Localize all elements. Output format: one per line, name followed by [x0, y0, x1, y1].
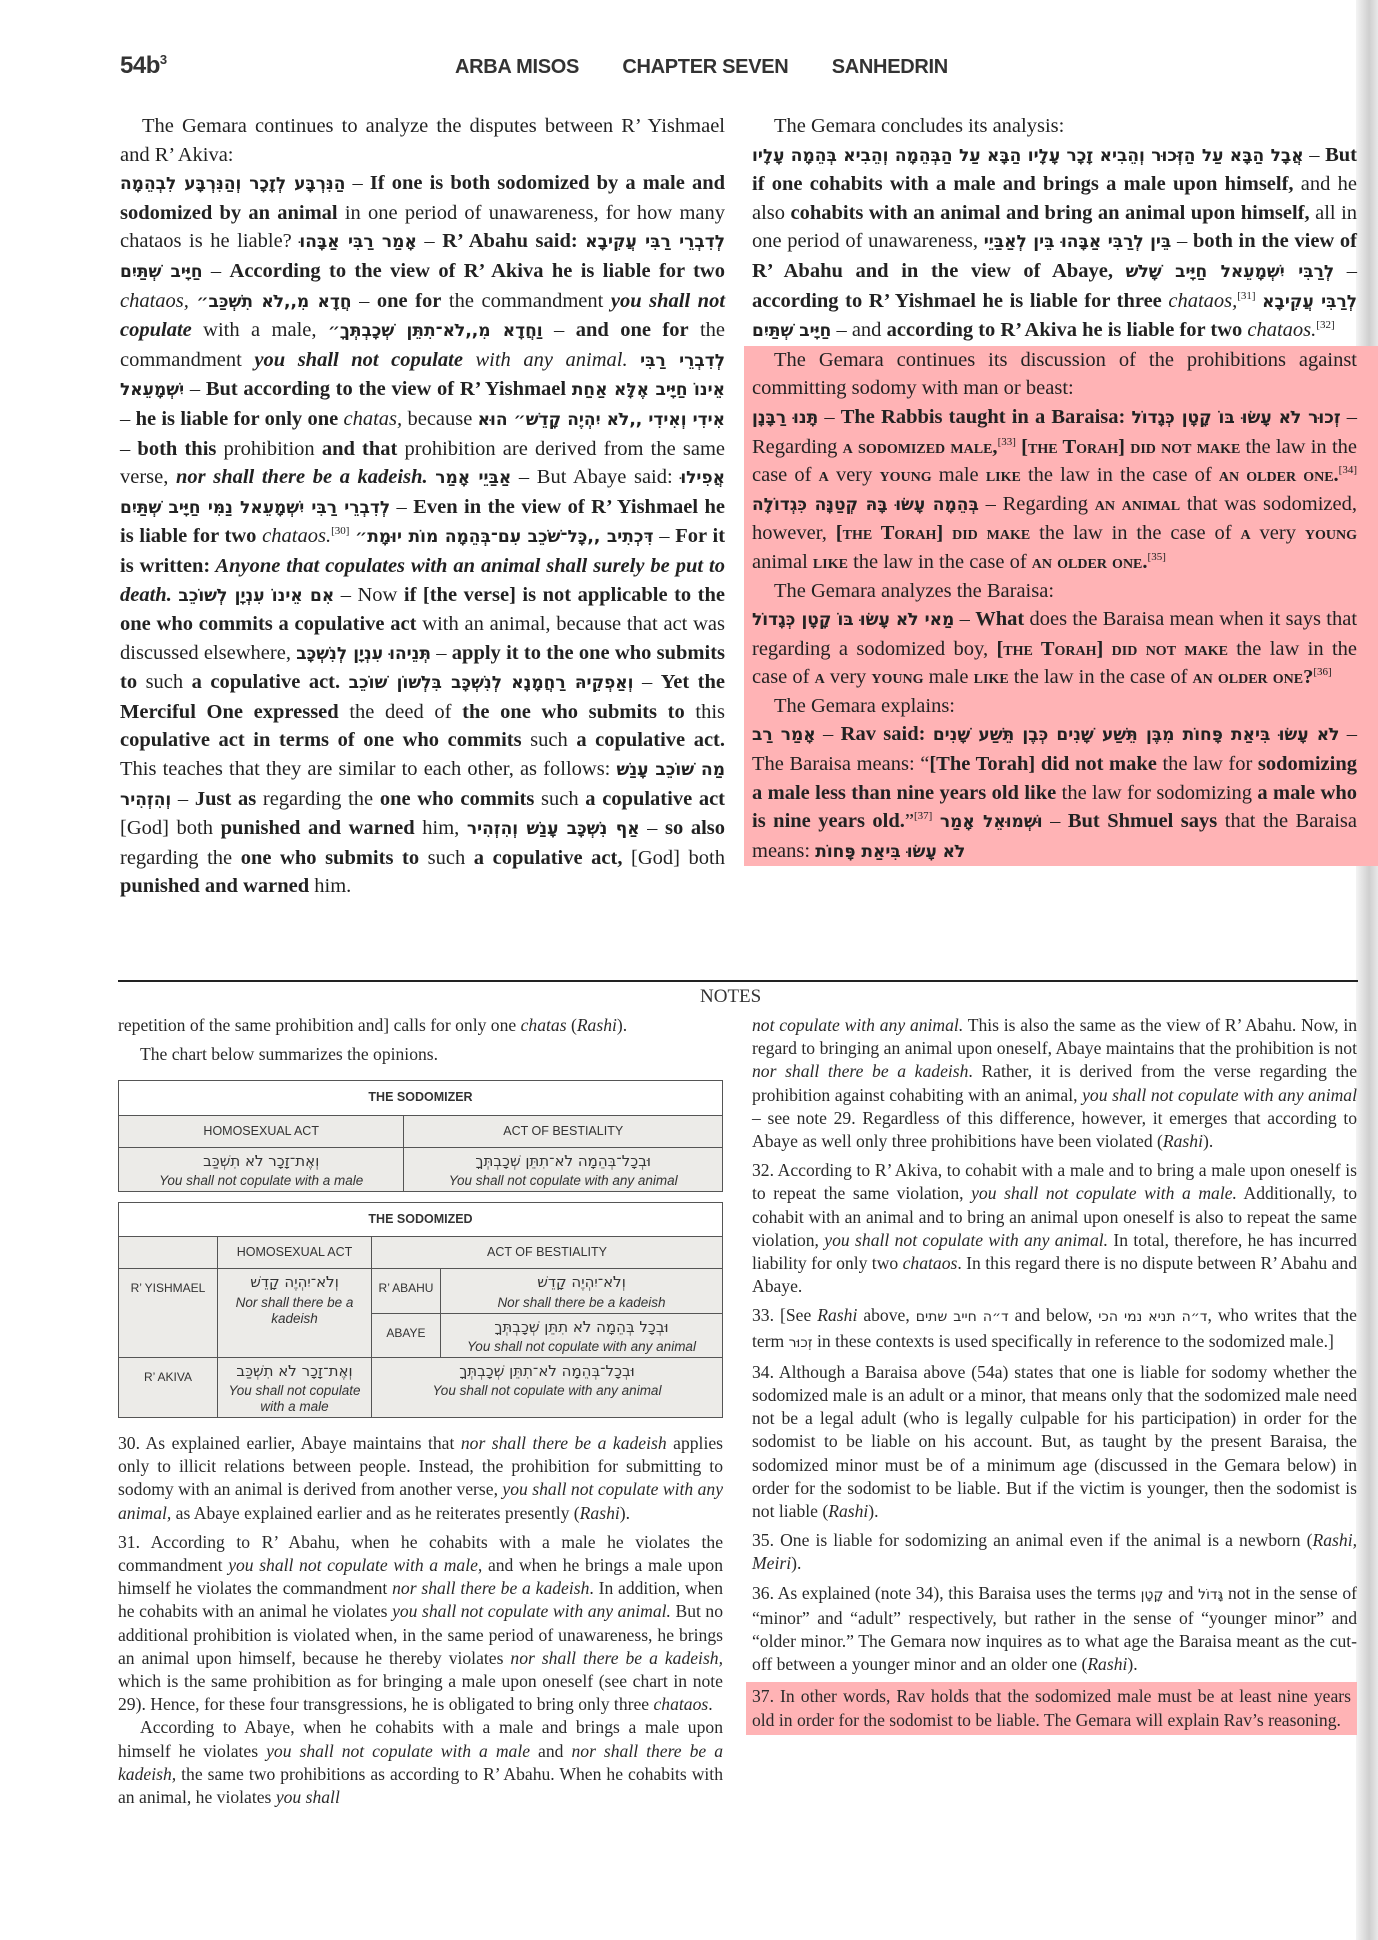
chart-cell: וְלֹא־יִהְיֶה קָדֵשׁ Nor shall there be a kadeish	[218, 1269, 372, 1357]
footnote-ref[interactable]: [34]	[1338, 464, 1357, 477]
chart-header	[119, 1237, 218, 1269]
chart-row-label: R’ YISHMAEL	[119, 1269, 218, 1357]
footnote-ref[interactable]: [37]	[914, 810, 933, 823]
running-head	[455, 56, 986, 79]
note-36: 36. As explained (note 34), this Baraisa uses the terms קָטָן and גָּדוֹל not in the sense of “minor” and “adult” respectively, but rather in the sense of “younger minor” and “older minor.” The Gemara now inquires as to what age the Baraisa meant as the cut-off between a younger minor and an older one (Rashi).	[752, 1582, 1358, 1675]
footnote-ref[interactable]: [31]	[1237, 289, 1256, 302]
note-30: 30. As explained earlier, Abaye maintains that nor shall there be a kadeish applies only to illicit relations between people. Instead, the prohibition for submitting to sodomy with an animal is derived from another verse, you shall not copulate with any animal, as Abaye explained earlier and as he reiterates presently (Rashi).	[118, 1433, 723, 1523]
note-31-abaye: According to Abaye, when he cohabits with a male and brings a male upon himself he violates you shall not copulate with a male and nor shall there be a kadeish, the same two prohibitions as according to R’ Abahu. When he cohabits with an animal, he violates you shall	[118, 1717, 724, 1808]
chart-sub-label: ABAYE	[372, 1313, 441, 1357]
baraisa-text: תָּנוּ רַבָּנָן – The Rabbis taught in a Baraisa: זְכוּר לֹא עָשׂוּ בּוֹ קָטָן כְּגָדוֹל – Regarding a sodomized male,[33] [the Torah] did not make the law in the case of a very young male like the law in the case of an older one.[34] בְּהֵמָה עָשׂוּ בָּהּ קְטַנָּה כִּגְדוֹלָה – Regarding an animal that was sodomized, however, [the Torah] did make the law in the case of a very young animal like the law in the case of an older one.[35]	[752, 405, 1358, 573]
note-37-highlighted: 37. In other words, Rav holds that the sodomized male must be at least nine years old in order for the sodomist to be liable. The Gemara will explain Rav’s reasoning.	[746, 1682, 1357, 1734]
explains-heading: The Gemara explains:	[774, 694, 956, 717]
chart-intro: The chart below summarizes the opinions.	[140, 1044, 439, 1065]
folio-number: $54b^3$	[120, 52, 167, 79]
rav-shmuel-text: אָמַר רַב – Rav said: לֹא עָשׂוּ בִּיאַת פָּחוֹת מִבֶּן תֵּשַׁע שָׁנִים כְּבֶן תֵּשַׁע שָׁנִים – The Baraisa means: “[The Torah] did not make the law for sodomizing a male less than nine years old like the law for sodomizing a male who is nine years old.”[37] וּשְׁמוּאֵל אָמַר – But Shmuel says that the Baraisa means: לֹא עָשׂוּ בִּיאַת פָּחוֹת	[752, 723, 1358, 862]
note-35: 35. One is liable for sodomizing an animal even if the animal is a newborn (Rashi, Meiri).	[752, 1530, 1357, 1574]
note-31-abaye-continuation: not copulate with any animal. This is also the same as the view of R’ Abahu. Now, in regard to bringing an animal upon oneself, Abaye maintains that the prohibition is not nor shall there be a kadeish. Rather, it is derived from the verse regarding the prohibition against cohabiting with an animal, you shall not copulate with any animal – see note 29. Regardless of this difference, however, it emerges that according to Abaye as well only three prohibitions have been violated (Rashi).	[752, 1015, 1358, 1152]
chart-header: HOMOSEXUAL ACT	[119, 1115, 404, 1147]
section-intro: The Gemara continues to analyze the disputes between R’ Yishmael and R’ Akiva:	[120, 115, 725, 166]
chart-cell: וְאֶת־זָכָר לֹא תִשְׁכַּב You shall not copulate with a male	[119, 1147, 404, 1191]
footnote-ref[interactable]: [35]	[1147, 551, 1166, 564]
chart-title: THE SODOMIZED	[119, 1203, 723, 1237]
chart-header: HOMOSEXUAL ACT	[218, 1237, 372, 1269]
note-31: 31. According to R’ Abahu, when he cohabits with a male he violates the commandment you shall not copulate with a male, and when he brings a male upon himself he violates the commandment nor shall there be a kadeish. In addition, when he cohabits with an animal he violates you shall not copulate with any animal. But no additional prohibition is violated when, in the same period of unawareness, he brings an animal upon himself, because he thereby violates nor shall there be a kadeish, which is the same prohibition as for bringing a male upon oneself (see chart in note 29). Hence, for these four transgressions, he is obligated to bring only three chataos.	[118, 1531, 723, 1715]
gemara-text-left: הַנִּרְבָּע לְזָכָר וְהַנִּרְבָּע לִבְהֵמָה – If one is both sodomized by a male and sodomized by an animal in one period of unawareness, for how many chataos is he liable? אָמַר רַבִּי אַבָּהוּ – R’ Abahu said: לְדִבְרֵי רַבִּי עֲקִיבָא חַיָּיב שְׁתַּיִם – According to the view of R’ Akiva he is liable for two chataos, חֲדָא מִ,,לֹא תִשְׁכַּב״ – one for the commandment you shall not copulate with a male, וַחֲדָא מִ,,לֹא־תִתֵּן שְׁכָבְתְּךָ״ – and one for the commandment you shall not copulate with any animal. לְדִבְרֵי רַבִּי יִשְׁמָעֵאל – But according to the view of R’ Yishmael אֵינוֹ חַיָּיב אֶלָּא אַחַת – he is liable for only one chatas, because אִידִי וְאִידִי ,,לֹא יִהְיֶה קָדֵשׁ״ הוּא – both this prohibition and that prohibition are derived from the same verse, nor shall there be a kadeish. אַבַּיֵי אָמַר – But Abaye said: אֲפִילוּ לְדִבְרֵי רַבִּי יִשְׁמָעֵאל נַמִּי חַיָּיב שְׁתַּיִם – Even in the view of R’ Yishmael he is liable for two chataos.[30] דִּכְתִיב ,,כָּל־שֹׁכֵב עִם־בְּהֵמָה מוֹת יוּמָת״ – For it is written: Anyone that copulates with an animal shall surely be put to death. אִם אֵינוֹ עִנְיָן לְשׁוֹכֵב – Now if [the verse] is not applicable to the one who commits a copulative act with an animal, because that act was discussed elsewhere, תְּנֵיהוּ עִנְיָן לְנִשְׁכָּב – apply it to the one who submits to such a copulative act. וְאַפְקֵיהּ רַחֲמָנָא לְנִשְׁכָּב בִּלְשׁוֹן שׁוֹכֵב – Yet the Merciful One expressed the deed of the one who submits to this copulative act in terms of one who commits such a copulative act. This teaches that they are similar to each other, as follows: מַה שׁוֹכֵב עָנַשׁ וְהִזְהִיר – Just as regarding the one who commits such a copulative act [God] both punished and warned him, אַף נִשְׁכָּב עָנַשׁ וְהִזְהִיר – so also regarding the one who submits to such a copulative act, [God] both punished and warned him.	[120, 172, 726, 898]
notes-right-column	[752, 1014, 1357, 1741]
footnote-ref[interactable]: [36]	[1313, 666, 1332, 679]
notes-left-column	[118, 1014, 723, 1815]
notes-title: NOTES	[700, 986, 762, 1007]
highlight-intro: The Gemara continues its discussion of the prohibitions against committing sodomy with man or beast:	[752, 348, 1357, 400]
chart-cell: וְאֶת־זָכָר לֹא תִשְׁכַּב You shall not copulate with a male	[218, 1357, 372, 1417]
notes-divider	[118, 980, 1358, 982]
sodomizer-chart	[118, 1080, 723, 1192]
analyze-heading: The Gemara analyzes the Baraisa:	[774, 579, 1055, 602]
highlighted-passage	[744, 346, 1378, 867]
tractate-name: SANHEDRIN	[831, 56, 948, 78]
chart-header: ACT OF BESTIALITY	[404, 1115, 723, 1147]
note-29-continuation: repetition of the same prohibition and] calls for only one chatas (Rashi).	[118, 1015, 628, 1035]
chart-cell: וּבְכָל־בְּהֵמָה לֹא־תִתֵּן שְׁכָבְתְּךָ You shall not copulate with any animal	[372, 1357, 723, 1417]
note-32: 32. According to R’ Akiva, to cohabit with a male and to bring a male upon oneself is to repeat the same violation, you shall not copulate with a male. Additionally, to cohabit with an animal and to bring an animal upon oneself is also to repeat the same violation, you shall not copulate with any animal. In total, therefore, he has incurred liability for only two chataos. In this regard there is no dispute between R’ Abahu and Abaye.	[752, 1160, 1357, 1297]
chart-cell: וְלֹא־יִהְיֶה קָדֵשׁ Nor shall there be a kadeish	[441, 1269, 723, 1313]
analysis-question: מַאי לֹא עָשׂוּ בּוֹ קָטָן כְּגָדוֹל – What does the Baraisa mean when it says that regarding a sodomized boy, [the Torah] did not make the law in the case of a very young male like the law in the case of an older one?[36]	[752, 608, 1358, 689]
note-34: 34. Although a Baraisa above (54a) states that one is liable for sodomy whether the sodomized male is an adult or a minor, that means only that the sodomized male need not be a legal adult (who is legally culpable for his participation) in order for the sodomist to be liable on his account. But, as taught by the present Baraisa, the sodomized minor must be of a minimum age (discussed in the Gemara below) in order for the sodomist to be liable. But if the victim is younger, then the sodomist is not liable (Rashi).	[752, 1361, 1357, 1522]
main-text-right-column	[752, 112, 1357, 866]
conclusion-text: אֲבָל הַבָּא עַל הַזְּכוּר וְהֵבִיא זָכָר עָלָיו הַבָּא עַל הַבְּהֵמָה וְהֵבִיא בְּהֵמָה עָלָיו – But if one cohabits with a male and brings a male upon himself, and he also cohabits with an animal and bring an animal upon himself, all in one period of unawareness, בֵּין לְרַבִּי אַבָּהוּ בֵּין לְאַבַּיֵי – both in the view of R’ Abahu and in the view of Abaye, לְרַבִּי יִשְׁמָעֵאל חַיָּיב שָׁלֹשׁ – according to R’ Yishmael he is liable for three chataos,[31] לְרַבִּי עֲקִיבָא חַיָּיב שְׁתַּיִם – and according to R’ Akiva he is liable for two chataos.[32]	[752, 143, 1358, 342]
chapter-title: CHAPTER SEVEN	[622, 56, 789, 78]
sodomized-chart	[118, 1202, 723, 1418]
chart-cell: וּבְכָל בְּהֵמָה לֹא תִתֵּן שְׁכָבְתְּךָ You shall not copulate with any animal	[441, 1313, 723, 1357]
conclusion-intro: The Gemara concludes its analysis:	[774, 115, 1065, 137]
chart-sub-label: R’ ABAHU	[372, 1269, 441, 1313]
page-header	[0, 52, 1378, 88]
page-edge-shadow	[1356, 0, 1378, 1940]
footnote-ref[interactable]: [33]	[997, 435, 1016, 448]
chart-title: THE SODOMIZER	[119, 1081, 723, 1115]
footnote-ref[interactable]: [32]	[1316, 319, 1335, 332]
chart-row-label: R’ AKIVA	[119, 1357, 218, 1417]
footnote-ref[interactable]: [30]	[331, 525, 350, 538]
chart-header: ACT OF BESTIALITY	[372, 1237, 723, 1269]
tractate-section: ARBA MISOS	[455, 56, 580, 78]
chart-cell: וּבְכָל־בְּהֵמָה לֹא־תִתֵּן שְׁכָבְתְּךָ You shall not copulate with any animal	[404, 1147, 723, 1191]
note-33: 33. [See Rashi above, ד״ה חייב שתים and below, ד״ה תניא נמי הכי, who writes that the term זְכוּר in these contexts is used specifically in reference to the sodomized male.]	[752, 1305, 1357, 1351]
main-text-left-column	[120, 112, 725, 901]
